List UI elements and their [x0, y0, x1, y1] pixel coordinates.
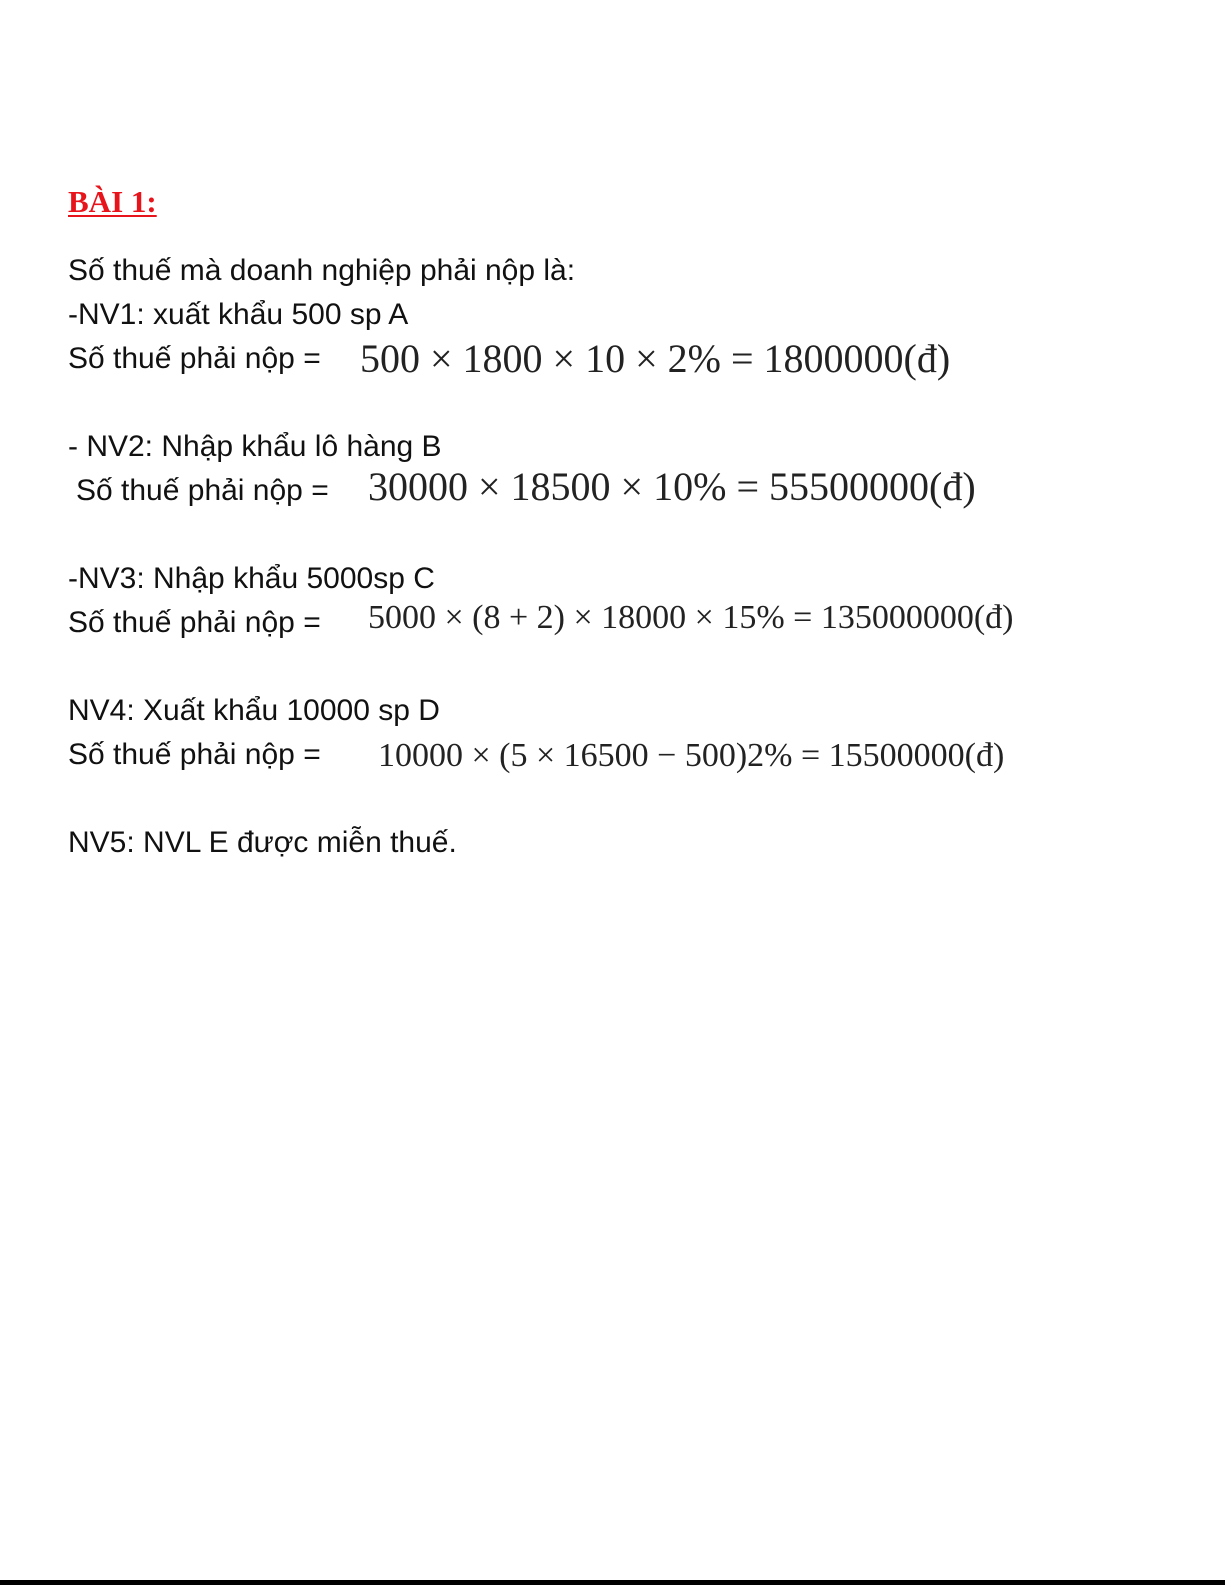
nv3-label: Số thuế phải nộp =: [68, 606, 321, 639]
nv1-heading: -NV1: xuất khẩu 500 sp A: [68, 298, 409, 331]
nv4-formula: 10000 × (5 × 16500 − 500)2% = 15500000(đ): [378, 737, 1005, 774]
nv4-label: Số thuế phải nộp =: [68, 738, 321, 771]
nv2-label: Số thuế phải nộp =: [76, 474, 329, 507]
nv4-heading: NV4: Xuất khẩu 10000 sp D: [68, 694, 440, 727]
bottom-border: [0, 1580, 1225, 1585]
nv1-formula: 500 × 1800 × 10 × 2% = 1800000(đ): [360, 336, 951, 381]
nv5-heading: NV5: NVL E được miễn thuế.: [68, 826, 457, 859]
nv1-label: Số thuế phải nộp =: [68, 342, 321, 375]
page-title: BÀI 1:: [68, 184, 157, 219]
intro-text: Số thuế mà doanh nghiệp phải nộp là:: [68, 254, 576, 287]
nv3-formula: 5000 × (8 + 2) × 18000 × 15% = 135000000(đ): [368, 599, 1014, 636]
nv2-heading: - NV2: Nhập khẩu lô hàng B: [68, 430, 442, 463]
nv2-formula: 30000 × 18500 × 10% = 55500000(đ): [368, 464, 976, 509]
nv3-heading: -NV3: Nhập khẩu 5000sp C: [68, 562, 435, 595]
